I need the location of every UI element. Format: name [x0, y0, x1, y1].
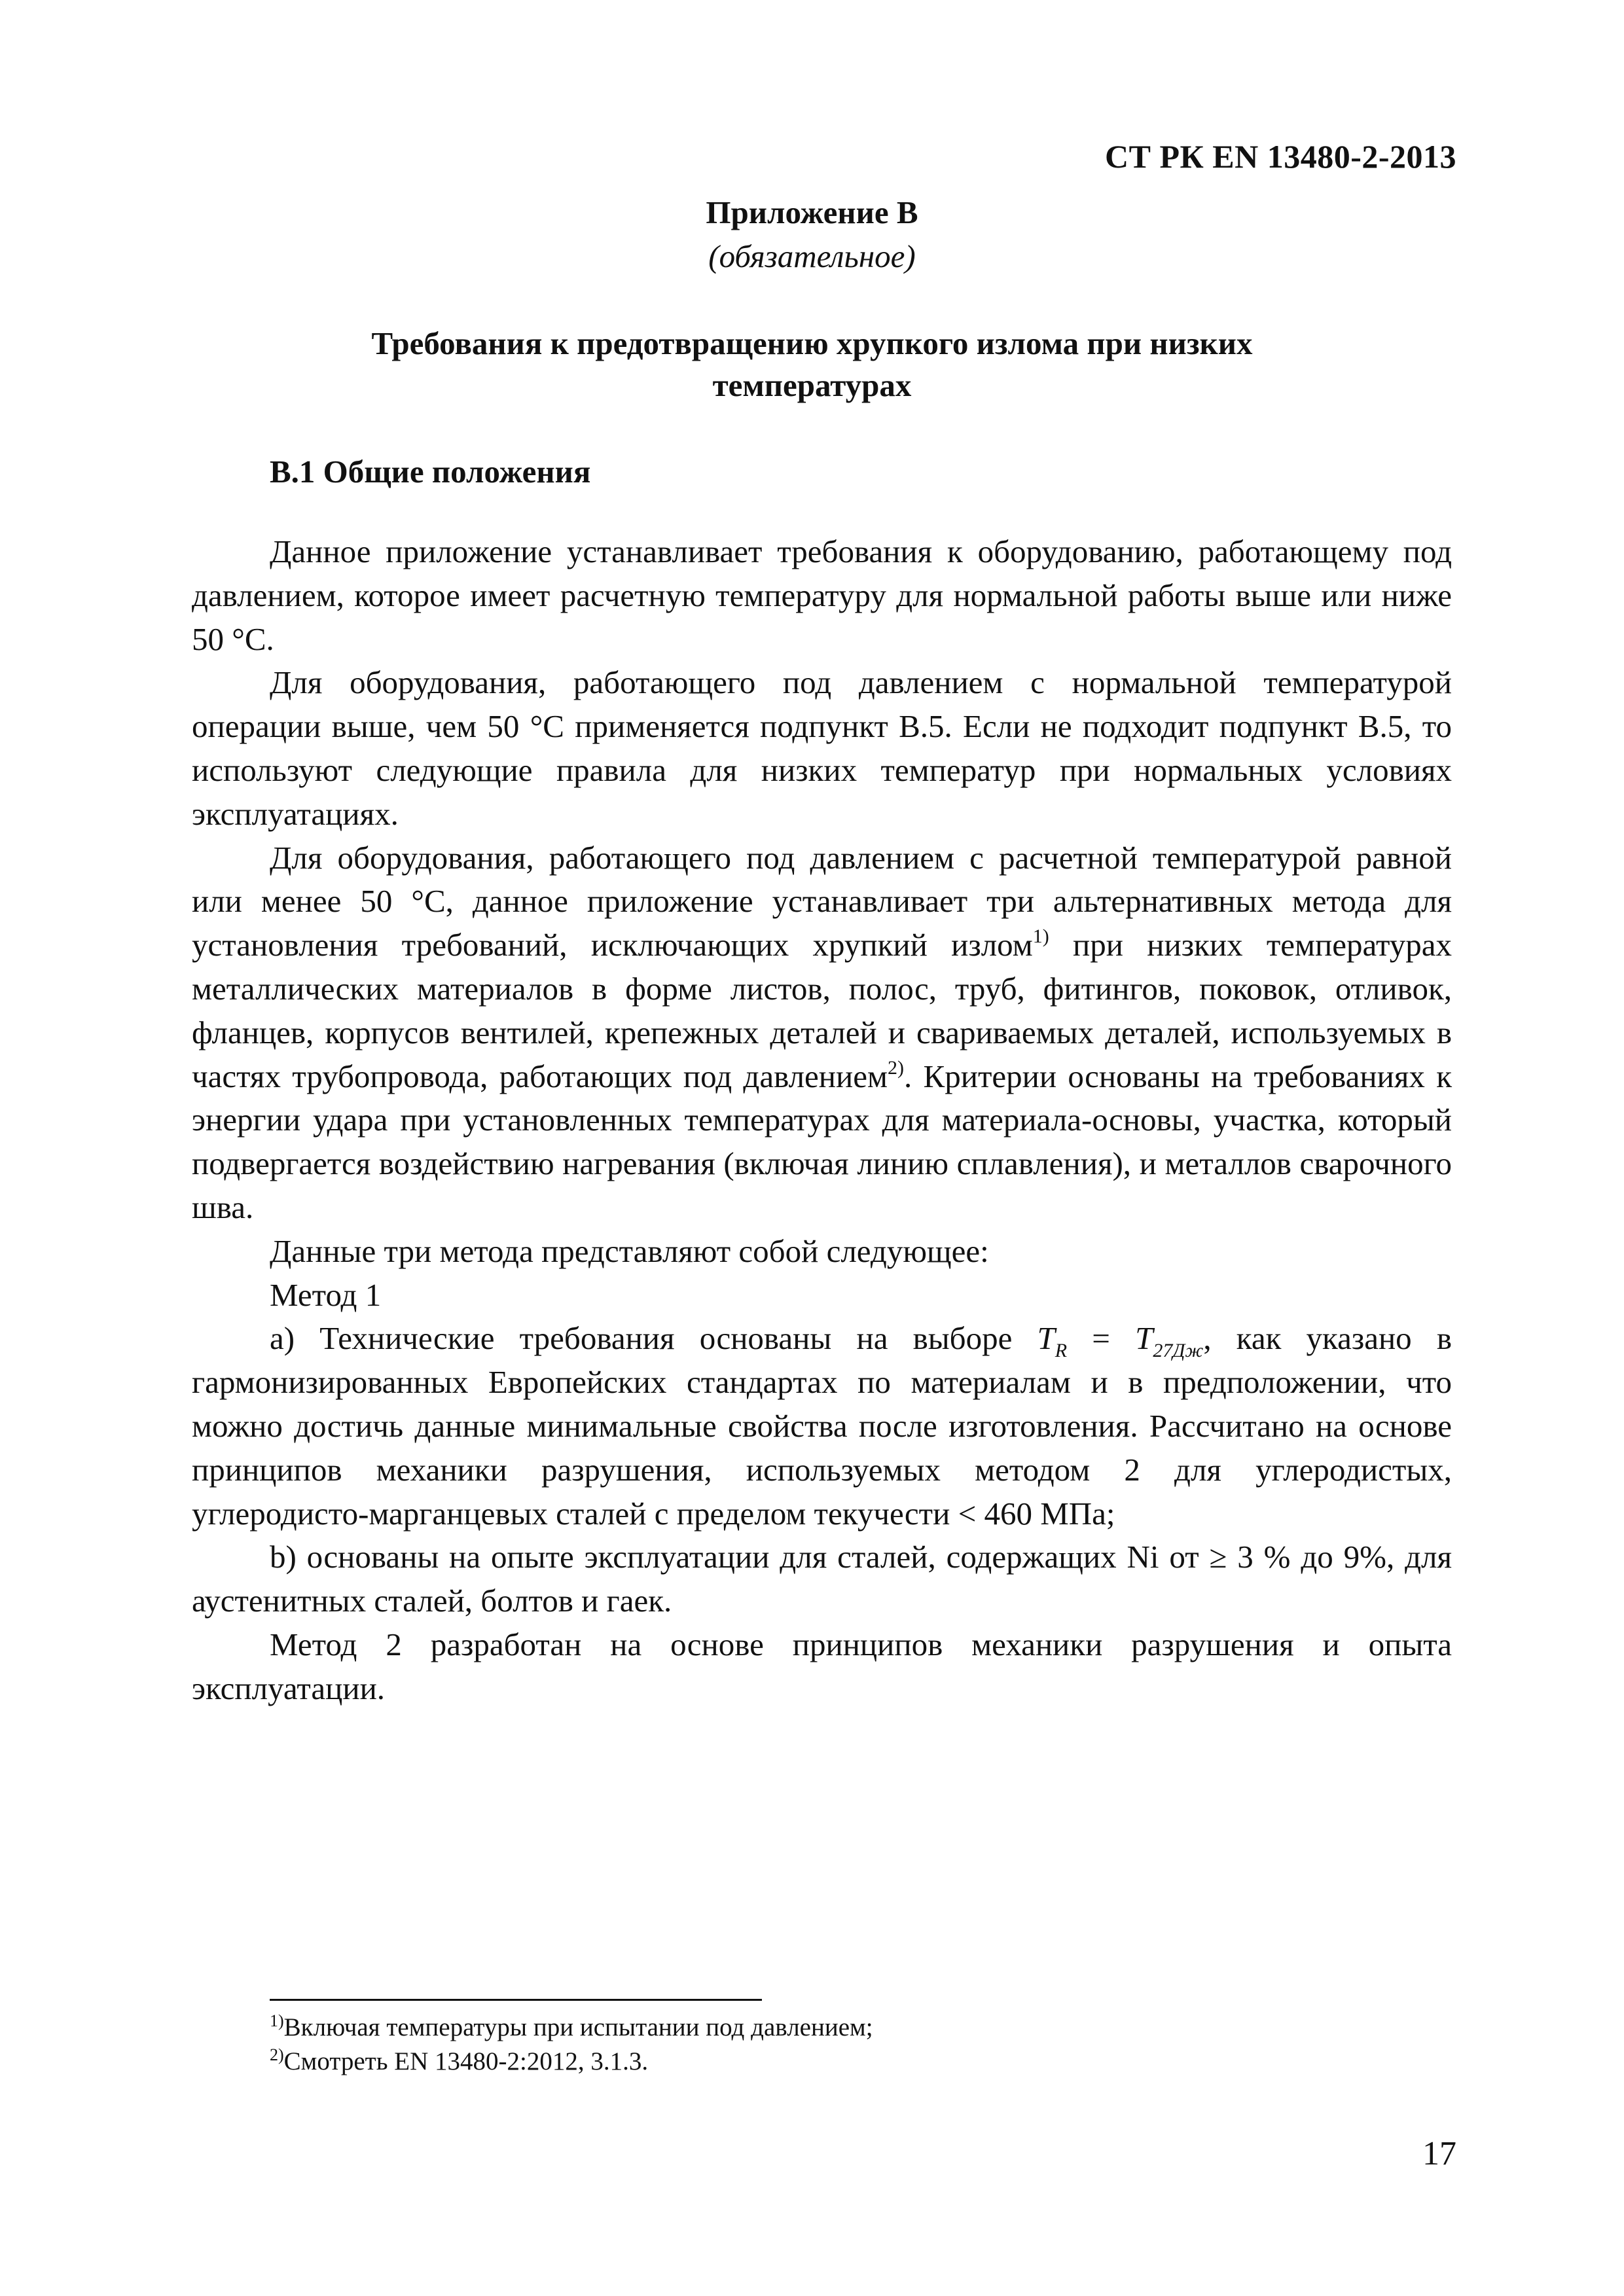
symbol-t-27j: $T_{27Дж}$: [1135, 1320, 1204, 1362]
footnotes: [270, 2011, 873, 2079]
annex-heading-line-2: температурах: [712, 367, 912, 403]
paragraph-method-2: Метод 2 разработан на основе принципов механики разрушения и опыта эксплуатации.: [192, 1626, 1452, 1706]
paragraph-3-part-b: при низких температурах металлических материалов в форме листов, полос, труб, фитингов, поковок, отливок, фланцев, корпусов вентилей, крепежных деталей и свариваемых деталей, используемых в частях трубопровода, работающих под давлением: [192, 927, 1452, 1094]
footnote-ref-1[interactable]: 1): [1032, 925, 1049, 948]
method-1-item-a: [192, 1317, 1452, 1535]
page-number: 17: [1422, 2135, 1456, 2172]
paragraph-3: [192, 836, 1452, 1230]
equals-sign: =: [1067, 1320, 1136, 1357]
method-1-item-b: b) основаны на опыте эксплуатации для сталей, содержащих Ni от ≥ 3 % до 9%, для аустенитных сталей, болтов и гаек.: [192, 1539, 1452, 1619]
footnote-1-mark: 1): [270, 2011, 284, 2030]
footnote-2-text: Смотреть EN 13480-2:2012, 3.1.3.: [283, 2047, 649, 2075]
body-text: [192, 530, 1452, 1711]
annex-heading-line-1: Требования к предотвращению хрупкого излома при низких: [371, 325, 1253, 361]
item-a-rest: , как указано в гармонизированных Европейских стандартах по материалам и в предположении, что можно достичь данные минимальные свойства после изготовления. Рассчитано на основе принципов механики разрушения, используемых методом 2 для углеродистых, углеродисто-марганцевых сталей с пределом текучести < 460 МПа;: [192, 1320, 1452, 1532]
symbol-t-r: $T_R$: [1037, 1320, 1068, 1362]
paragraph-1: Данное приложение устанавливает требования к оборудованию, работающему под давлением, которое имеет расчетную температуру для нормальной работы выше или ниже 50 °С.: [192, 533, 1452, 657]
paragraph-4: Данные три метода представляют собой следующее:: [270, 1232, 989, 1269]
footnote-2-mark: 2): [270, 2045, 284, 2064]
footnote-1: [270, 2011, 873, 2045]
annex-heading: [288, 323, 1336, 406]
method-1-label: Метод 1: [270, 1276, 382, 1313]
section-title: В.1 Общие положения: [270, 454, 591, 490]
paragraph-2: Для оборудования, работающего под давлением с нормальной температурой операции выше, чем 50 °С применяется подпункт В.5. Если не подходит подпункт В.5, то используют следующие правила для низких температур при нормальных условиях эксплуатациях.: [192, 664, 1452, 832]
footnote-ref-2[interactable]: 2): [888, 1056, 904, 1079]
item-a-intro: a) Технические требования основаны на выборе: [270, 1320, 1038, 1357]
document-code: СТ РК EN 13480-2-2013: [1104, 138, 1456, 175]
footnote-2: [270, 2045, 873, 2079]
paragraph-3-part-a: Для оборудования, работающего под давлением с расчетной температурой равной или менее 50 °С, данное приложение устанавливает три альтернативных метода для установления требований, исключающих хрупкий излом: [192, 839, 1452, 963]
footnote-separator: [270, 1999, 762, 2001]
footnote-1-text: Включая температуры при испытании под давлением;: [283, 2013, 873, 2041]
annex-title: Приложение В: [706, 194, 918, 230]
paragraph-3-part-c: . Критерии основаны на требованиях к энергии удара при установленных температурах для материала-основы, участка, который подвергается воздействию нагревания (включая линию сплавления), и металлов сварочного шва.: [192, 1058, 1453, 1225]
annex-subtitle: (обязательное): [708, 238, 916, 274]
